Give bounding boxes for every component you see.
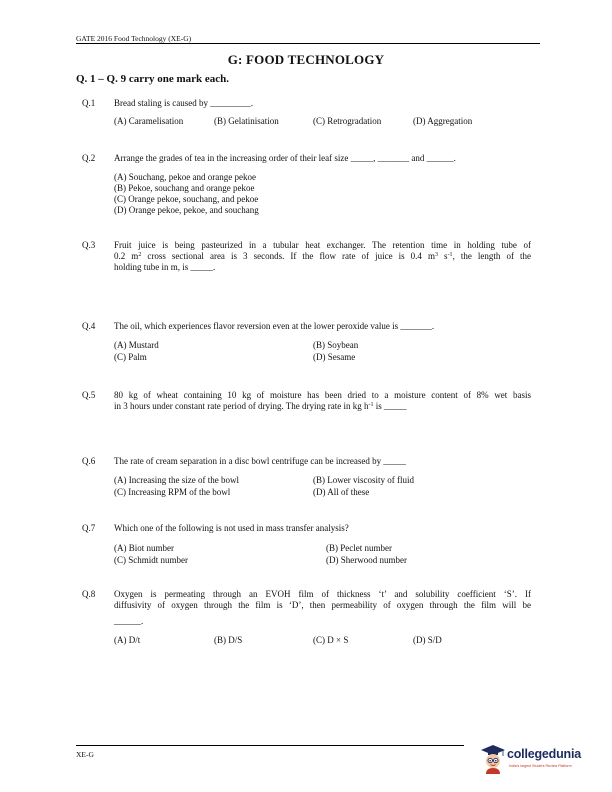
option-c: (C) Palm — [114, 352, 147, 362]
question-number: Q.3 — [82, 240, 96, 250]
option-c: (C) Retrogradation — [313, 116, 382, 126]
stem-text: in 3 hours under constant rate period of drying. The drying rate in kg h — [114, 401, 369, 411]
question-number: Q.7 — [82, 523, 96, 533]
collegedunia-logo — [480, 744, 600, 776]
option-b: (B) Soybean — [313, 340, 359, 350]
question-number: Q.6 — [82, 456, 96, 466]
question-number: Q.2 — [82, 153, 96, 163]
option-d: (D) Orange pekoe, pekoe, and souchang — [114, 205, 259, 215]
stem-line-2 — [114, 401, 531, 412]
question-stem — [114, 390, 531, 412]
superscript: 3 — [435, 252, 438, 258]
option-a: (A) Biot number — [114, 543, 174, 553]
option-d: (D) Sesame — [313, 352, 356, 362]
stem-line-2: diffusivity of oxygen through the film is ‘D’, then permeability of oxygen through the film will be — [114, 600, 531, 610]
option-b: (B) D/S — [214, 635, 243, 645]
stem-line-1: 80 kg of wheat containing 10 kg of moisture has been dried to a moisture content of 8% wet basis — [114, 390, 531, 400]
question-stem: The rate of cream separation in a disc bowl centrifuge can be increased by _____ — [114, 456, 406, 466]
question-stem — [114, 240, 531, 273]
stem-line-3: ______. — [114, 616, 144, 626]
header-rule — [76, 43, 540, 44]
section-heading: Q. 1 – Q. 9 carry one mark each. — [76, 73, 230, 85]
stem-line-2 — [114, 251, 531, 262]
superscript: -1 — [447, 252, 453, 258]
stem-line-1: Oxygen is permeating through an EVOH film of thickness ‘t’ and solubility coefficient ‘S’. If — [114, 589, 531, 599]
stem-text: cross sectional area is 3 seconds. If the flow rate of juice is 0.4 m — [141, 251, 435, 261]
question-number: Q.8 — [82, 589, 96, 599]
option-b: (B) Peclet number — [326, 543, 392, 553]
stem-text: , the length of the — [452, 251, 531, 261]
question-stem: The oil, which experiences flavor reversion even at the lower peroxide value is _______. — [114, 321, 435, 331]
superscript: 2 — [138, 252, 142, 258]
option-a: (A) D/t — [114, 635, 141, 645]
question-number: Q.1 — [82, 98, 96, 108]
question-stem — [114, 589, 531, 627]
option-c: (C) Increasing RPM of the bowl — [114, 487, 231, 497]
question-stem: Which one of the following is not used in mass transfer analysis? — [114, 523, 349, 533]
option-d: (D) Sherwood number — [326, 555, 407, 565]
stem-text: is _____ — [373, 401, 407, 411]
logo-wordmark: collegedunia — [507, 747, 582, 761]
footer-code: XE-G — [76, 750, 94, 759]
option-d: (D) All of these — [313, 487, 370, 497]
stem-text: 0.2 m — [114, 251, 139, 261]
stem-line-3: holding tube in m, is _____. — [114, 262, 216, 272]
option-d: (D) S/D — [413, 635, 442, 645]
question-number: Q.5 — [82, 390, 96, 400]
logo-tagline: India's largest Student Review Platform — [509, 764, 572, 768]
option-b: (B) Gelatinisation — [214, 116, 279, 126]
running-header: GATE 2016 Food Technology (XE-G) — [76, 34, 192, 43]
option-c: (C) Orange pekoe, souchang, and pekoe — [114, 194, 259, 204]
footer-rule — [76, 745, 464, 746]
superscript: -1 — [368, 402, 374, 408]
question-stem: Bread staling is caused by _________. — [114, 98, 253, 108]
option-c: (C) D × S — [313, 635, 349, 645]
option-a: (A) Increasing the size of the bowl — [114, 475, 239, 485]
option-c: (C) Schmidt number — [114, 555, 188, 565]
student-mascot-icon — [480, 744, 506, 774]
option-a: (A) Souchang, pekoe and orange pekoe — [114, 172, 256, 182]
option-d: (D) Aggregation — [413, 116, 473, 126]
stem-text: s — [438, 251, 448, 261]
paper-title: G: FOOD TECHNOLOGY — [227, 52, 385, 67]
question-number: Q.4 — [82, 321, 96, 331]
option-a: (A) Caramelisation — [114, 116, 184, 126]
option-a: (A) Mustard — [114, 340, 159, 350]
question-stem: Arrange the grades of tea in the increasing order of their leaf size _____, _______ and ______. — [114, 153, 456, 163]
stem-line-1: Fruit juice is being pasteurized in a tubular heat exchanger. The retention time in holding tube of — [114, 240, 531, 250]
option-b: (B) Pekoe, souchang and orange pekoe — [114, 183, 255, 193]
option-b: (B) Lower viscosity of fluid — [313, 475, 414, 485]
